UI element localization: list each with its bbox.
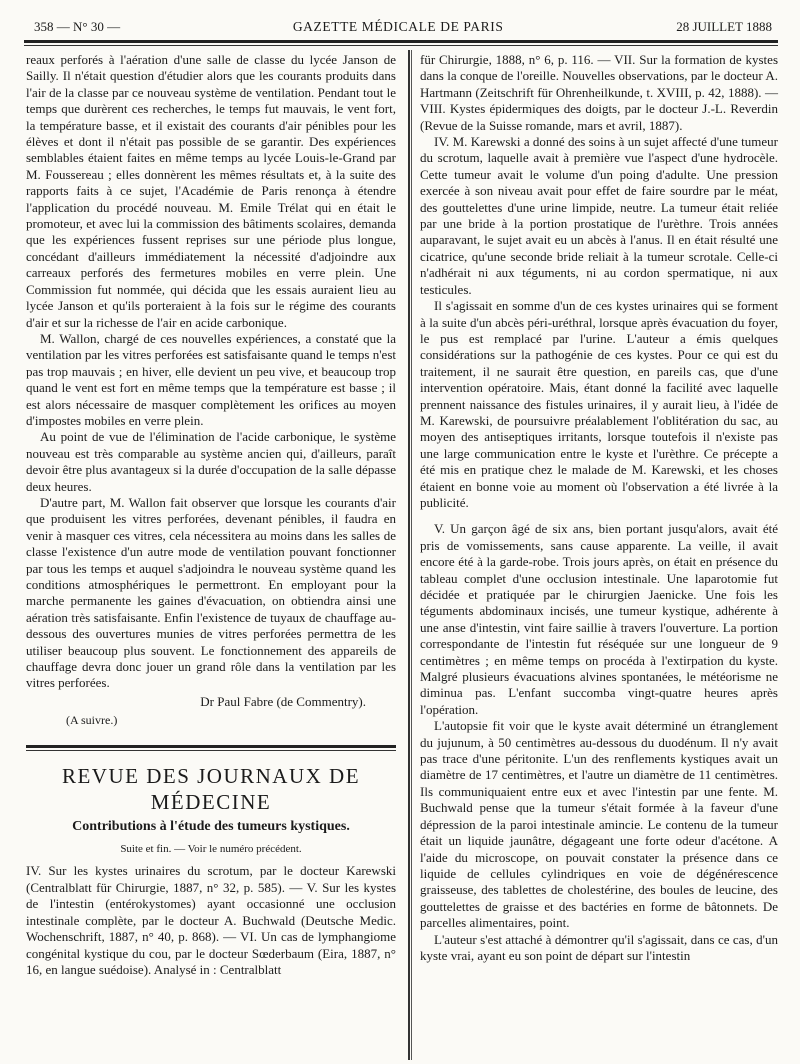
header-rule: [24, 40, 778, 43]
paragraph: Il s'agissait en somme d'un de ces kystes urinaires qui se forment à la suite d'un abcès péri-uréthral, lorsque après évacuation du foyer, le pus est remplacé par l'urine. L'auteur a émis quelques considérations sur la pathogénie de ces kystes. Pour ce qui est du traitement, il ne saurait être question, en pareils cas, que d'une intervention opératoire. Mais, étant donné la facilité avec laquelle prennent naissance des fistules urinaires, il y aurait lieu, à l'idée de M. Karewski, de poursuivre préalablement l'oblitération du sac, au moyen des antiseptiques irritants, lorsque toutefois il n'existe pas une large communication entre le kyste et l'urèthre. Ce précepte a été mis en pratique chez le malade de M. Karewski, et les choses étaient en bonne voie au moment où l'observation a été livrée à la publicité.: [420, 298, 778, 510]
journal-title: GAZETTE MÉDICALE DE PARIS: [292, 19, 504, 34]
paragraph: reaux perforés à l'aération d'une salle de classe du lycée Janson de Sailly. Il n'était question d'étudier alors que les courants produits dans l'air de la classe par ce nouveau système de ventilation. Pendant tout le temps que durèrent ces recherches, le temps fut mauvais, le vent fort, la température basse, et il existait des courants d'air pénibles pour les élèves et dont il n'était pas possible de se garantir. Des expériences semblables étaient faites en même temps au lycée Louis-le-Grand par M. Foussereau ; elles donnèrent les mêmes résultats et, à la suite des rapports faits à ce sujet, l'Académie de Paris renonça à étendre l'application du procédé nouveau. M. Emile Trélat qui en était le promoteur, et avec lui la commission des bâtiments scolaires, demanda que les expériences fussent reprises sur une période plus longue, concédant d'ailleurs immédiatement la nécessité d'adjoindre aux carreaux perforés des fermetures mobiles en verre plein. Une Commission fut nommée, qui décida que les essais auraient lieu au lycée Janson et qu'ils porteraient à la fois sur le régime des courants d'air et sur la richesse de l'air en acide carbonique.: [26, 52, 396, 330]
section-title: REVUE DES JOURNAUX DE MÉDECINE: [61, 763, 361, 814]
column-separator-thin: [411, 50, 412, 1060]
left-column: [26, 52, 396, 978]
references-continued: für Chirurgie, 1888, n° 6, p. 116. — VII. Sur la formation de kystes dans la conque de l'oreille. Nouvelles observations, par le docteur A. Hartmann (Zeitschrift für Ohrenheilkunde, t. XVIII, p. 42, 1888). — VIII. Kystes épidermiques des doigts, par le docteur J.-L. Reverdin (Revue de la Suisse romande, mars et avril, 1887).: [420, 52, 778, 133]
paragraph: D'autre part, M. Wallon fait observer que lorsque les courants d'air que produisent les vitres perforées, devenant pénibles, il faudra en venir à masquer ces vitres, cela nécessitera au moins dans les salles de classe l'existence d'un autre mode de ventilation pouvant fonctionner par tous les temps et auquel s'adjoindra le nouveau système quand les conditions atmosphériques le permettront. En employant pour la marche permanente les gaines d'évacuation, on obtiendra ainsi une aération très satisfaisante. Enfin l'existence de tuyaux de chauffage au-dessous des ouvertures munies de vitres perforées permettra de les utiliser beaucoup plus souvent. Le fonctionnement des appareils de chauffage devra donc jouer un grand rôle dans la ventilation par les vitres perforées.: [26, 494, 396, 691]
section-note: Suite et fin. — Voir le numéro précédent.: [120, 843, 302, 856]
author-signature: Dr Paul Fabre (de Commentry).: [200, 693, 366, 709]
section-subtitle: Contributions à l'étude des tumeurs kystiques.: [72, 818, 350, 834]
section-rule-thin: [26, 750, 396, 751]
right-column: [420, 52, 778, 964]
issue-date: 28 JUILLET 1888: [676, 19, 772, 34]
section-rule: [26, 745, 396, 748]
paragraph: V. Un garçon âgé de six ans, bien portant jusqu'alors, avait été pris de vomissements, sans cause apparente. La veille, il avait encore été à la garde-robe. Trois jours après, on était en présence du tableau complet d'une occlusion intestinale. Une laparotomie fut décidée et pratiquée par le chirurgien Jaenicke. Une fois les téguments abdominaux incisés, une tumeur kystique, adhérente à une anse d'intestin, vint faire saillie à travers l'ouverture. La portion correspondante de l'intestin fut réséquée sur une longueur de 9 centimètres ; en même temps on procéda à l'extirpation du kyste. Malgré plusieurs évacuations alvines spontanées, le météorisme ne diminua pas. L'enfant succomba vingt-quatre heures après l'opération.: [420, 521, 778, 717]
to-be-continued: (A suivre.): [66, 713, 118, 728]
paragraph: Au point de vue de l'élimination de l'acide carbonique, le système nouveau est très comparable au système ancien qui, d'ailleurs, paraît devoir être plus avantageux si la durée d'occupation de la salle dépasse deux heures.: [26, 429, 396, 494]
paragraph-gap: [420, 511, 778, 521]
references-list: IV. Sur les kystes urinaires du scrotum, par le docteur Karewski (Centralblatt für Chirurgie, 1887, n° 32, p. 585). — V. Sur les kystes de l'intestin (entérokystomes) ayant occasionné une occlusion intestinale complète, par le docteur A. Buchwald (Deutsche Medic. Wochenschrift, 1887, n° 40, p. 868). — VI. Un cas de lymphangiome congénital kystique du cou, par le docteur Sœderbaum (Eira, 1887, n° 16, en langue suédoise). Analysé in : Centralblatt: [26, 863, 396, 977]
paragraph: L'autopsie fit voir que le kyste avait déterminé un étranglement du jujunum, à 50 centimètres au-dessous du duodénum. Il n'y avait pas trace d'une péritonite. L'un des renflements kystiques avait un diamètre de 17 centimètres, et l'autre un diamètre de 11 centimètres. Ils communiquaient entre eux et avec l'intestin par une fente. M. Buchwald pense que la tumeur s'était formée à la faveur d'une dépression de la paroi intestinale amincie. Le contenu de la tumeur était un liquide jaunâtre, dégageant une forte odeur d'acétone. A l'aide du microscope, on pouvait constater la présence dans ce liquide de cellules cylindriques en voie de dégénérescence graisseuse, des tablettes de cholestérine, des boules de leucine, des gouttelettes de graisse et des bactéries en forme de bâtonnets. De parcelles alimentaires, point.: [420, 718, 778, 931]
paragraph: M. Wallon, chargé de ces nouvelles expériences, a constaté que la ventilation par les vitres perforées est satisfaisante quand le temps n'est pas trop mauvais ; en hiver, elle devient un peu vive, et beaucoup trop quand le vent est fort en même temps que la température est basse ; il est alors nécessaire de masquer complètement les orifices au moyen d'impostes mobiles en verre plein.: [26, 330, 396, 428]
paragraph: L'auteur s'est attaché à démontrer qu'il s'agissait, dans ce cas, d'un kyste vrai, ayant eu son point de départ sur l'intestin: [420, 931, 778, 963]
paragraph: IV. M. Karewski a donné des soins à un sujet affecté d'une tumeur du scrotum, laquelle avait à première vue l'aspect d'une hydrocèle. Cette tumeur avait le volume d'un poing d'adulte. Une pression exercée à son niveau avait pour effet de faire sourdre par le méat, des gouttelettes d'une urine limpide, neutre. La tumeur était reliée par une bride à la portion prostatique de l'urèthre. Trois années auparavant, le sujet avait eu un abcès à l'anus. Il en était résulté une cicatrice, qu'une seconde bride reliait à la tumeur scrotale. Celle-ci n'adhérait ni aux téguments, ni au cordon spermatique, ni aux testicules.: [420, 134, 778, 297]
page-header: [34, 16, 772, 38]
page-number: 358 — N° 30 —: [34, 19, 121, 34]
header-rule-thin: [24, 45, 778, 46]
column-separator: [408, 50, 410, 1060]
